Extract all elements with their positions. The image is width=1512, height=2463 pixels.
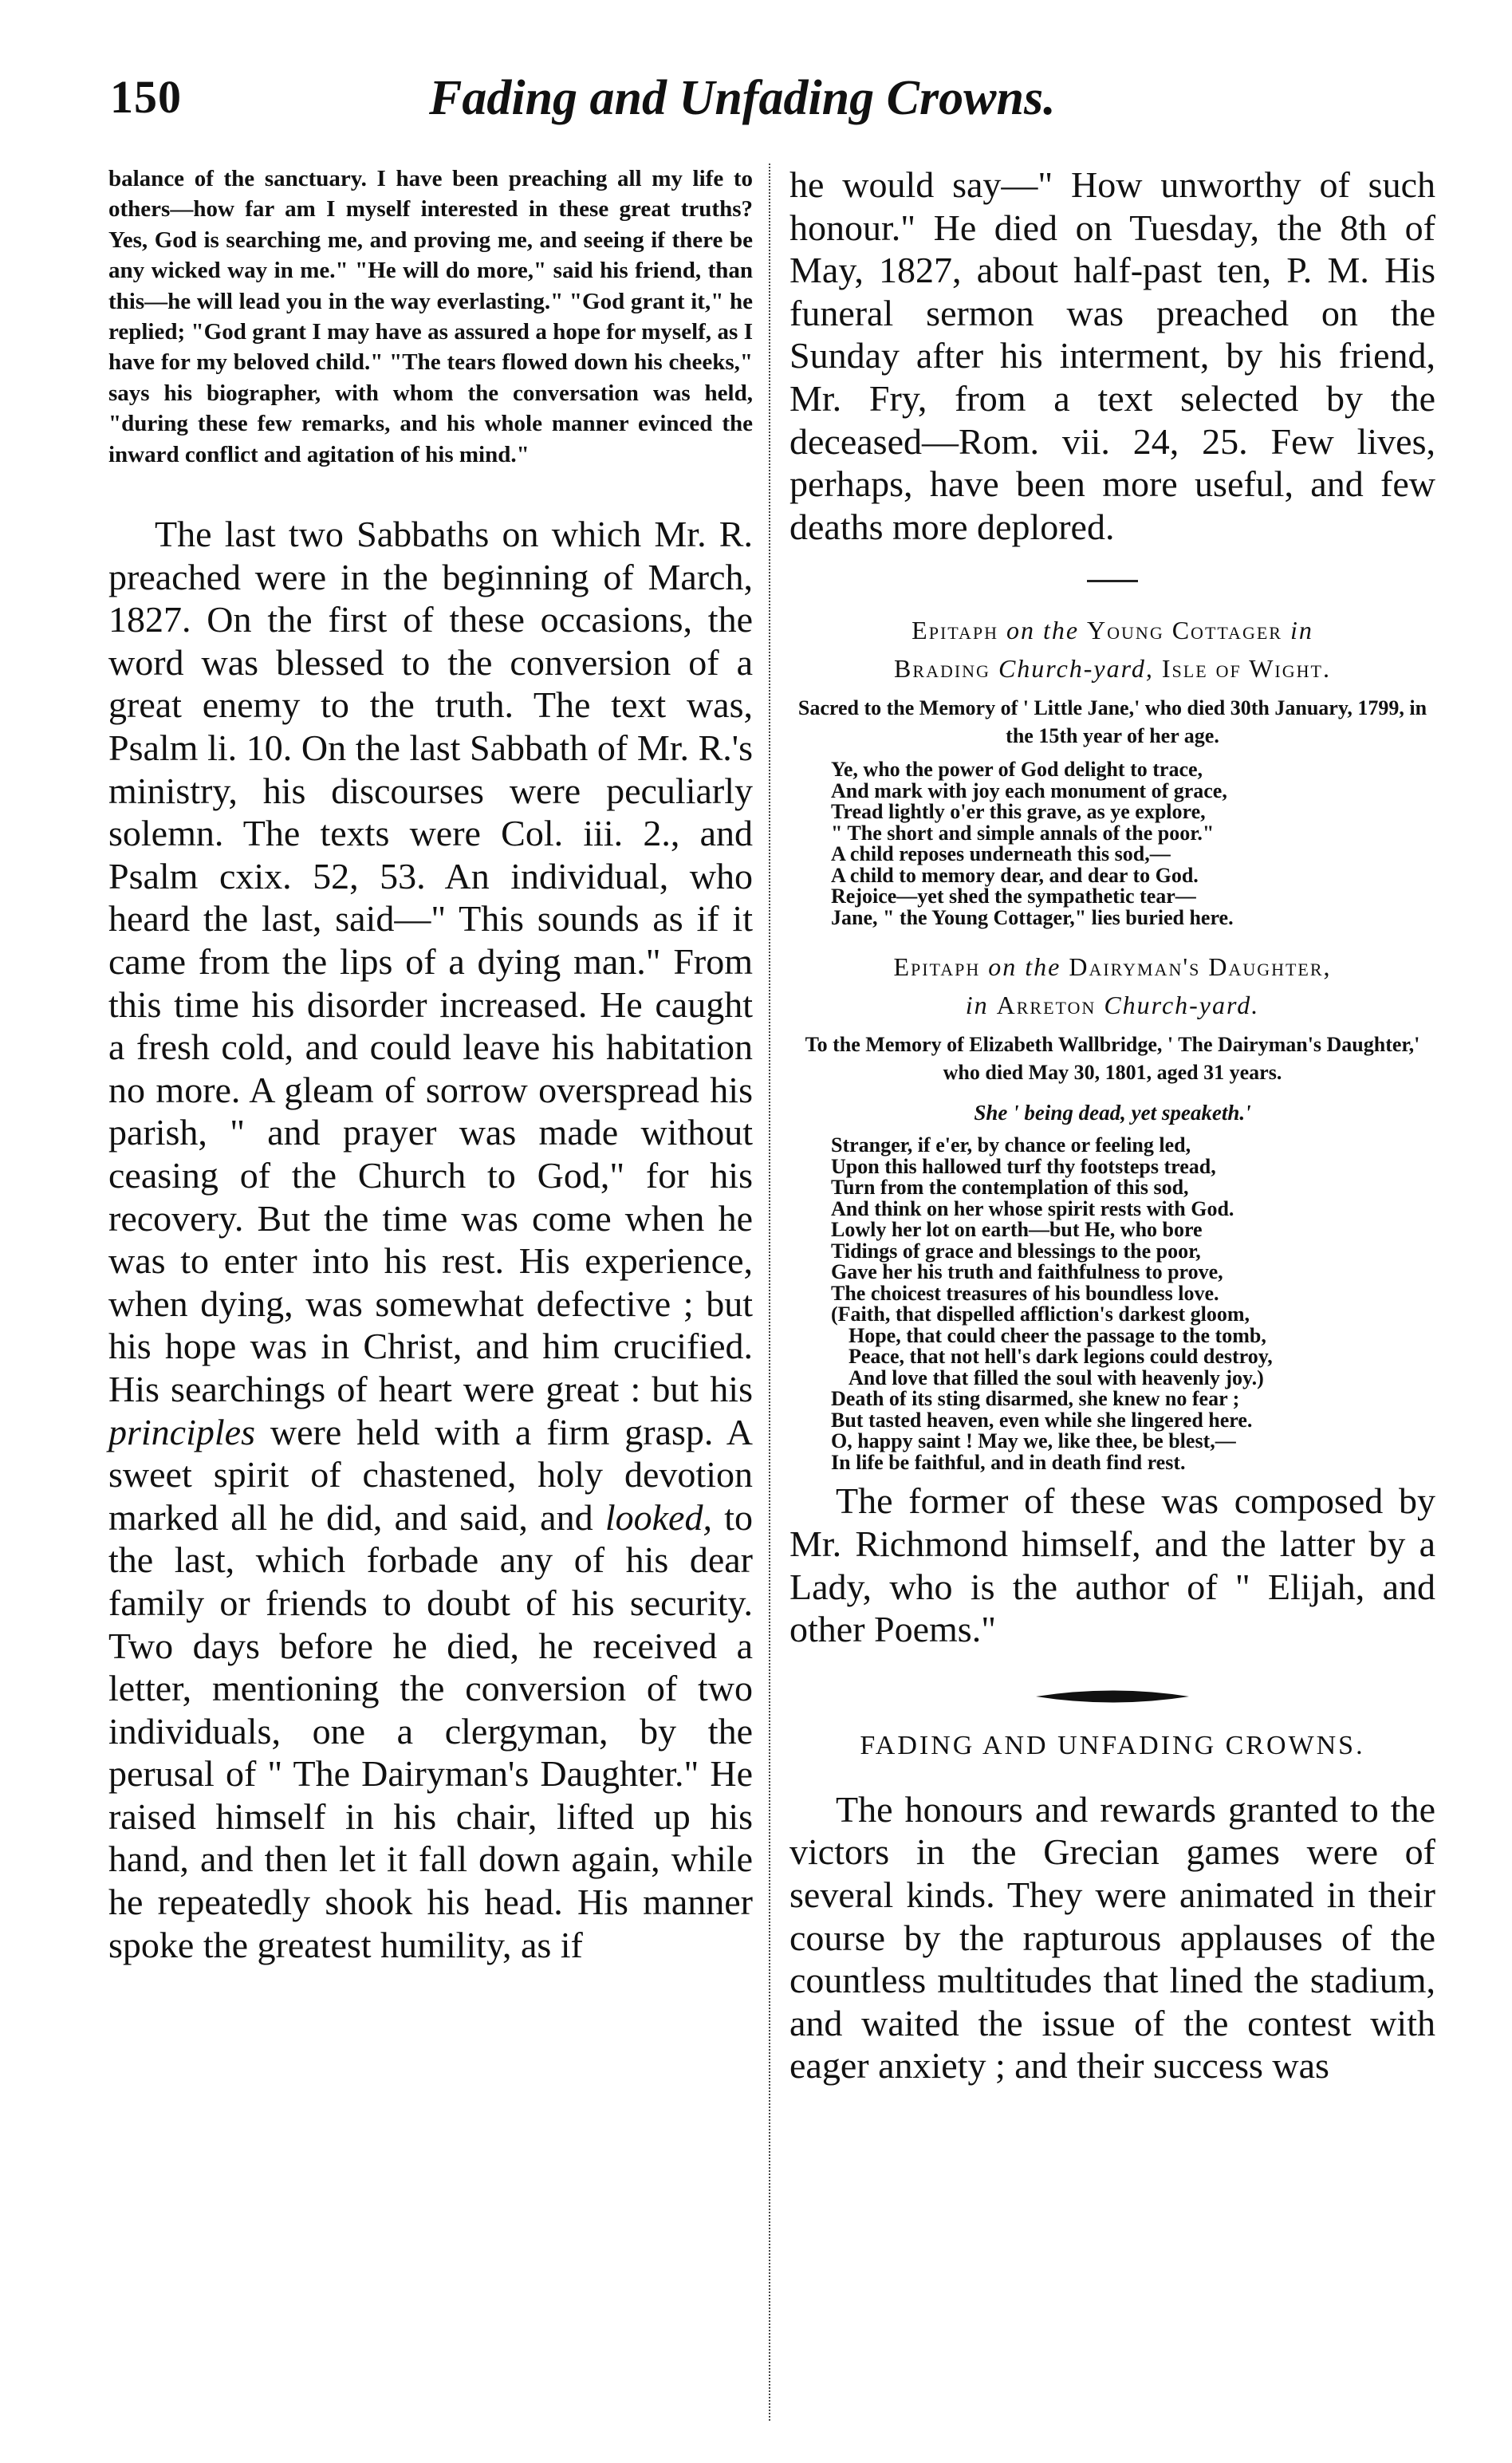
poem-line: " The short and simple annals of the poor." bbox=[831, 821, 1215, 845]
poem-line: In life be faithful, and in death find rest. bbox=[831, 1450, 1186, 1474]
epitaph-inscription: Sacred to the Memory of ' Little Jane,' who died 30th January, 1799, in the 15th year of her age. bbox=[797, 696, 1427, 748]
poem-line: O, happy saint ! May we, like thee, be blest,— bbox=[831, 1429, 1236, 1453]
poem-line: Tread lightly o'er this grave, as ye explore, bbox=[831, 800, 1206, 824]
right-column bbox=[789, 164, 1435, 2087]
column-divider bbox=[769, 164, 770, 2421]
poem-line: Hope, that could cheer the passage to the tomb, bbox=[849, 1323, 1266, 1347]
poem-line: The choicest treasures of his boundless love. bbox=[831, 1281, 1219, 1305]
heading-word: Epitaph bbox=[912, 616, 998, 645]
epitaph-poem bbox=[831, 759, 1435, 928]
poem-line: And think on her whose spirit rests with God. bbox=[831, 1196, 1234, 1220]
poem-line: Stranger, if e'er, by chance or feeling led, bbox=[831, 1133, 1191, 1157]
heading-word: in bbox=[1290, 616, 1313, 645]
emphasis-looked: looked, bbox=[604, 1496, 712, 1538]
poem-line: Death of its sting disarmed, she knew no fear ; bbox=[831, 1387, 1240, 1411]
poem-line: A child to memory dear, and dear to God. bbox=[831, 863, 1199, 887]
section-opening-paragraph: The honours and rewards granted to the victors in the Grecian games were of several kinds. They were animated in their course by the rapturous applauses of the countless multitudes that lined the stadium, and waited the issue of the contest with eager anxiety ; and their success was bbox=[789, 1788, 1435, 2087]
paragraph-text: to the last, which forbade any of his dear family or friends to doubt of his security. Two days before he died, he received a letter, mentioning the conversion of two individuals, one a clergyman, by the perusal of " The Dairyman's Daughter." He raised himself in his chair, lifted up his hand, and then let it fall down again, while he repeatedly shook his head. His manner spoke the greatest humility, as if bbox=[108, 1496, 754, 1965]
paragraph-text: were held with a firm grasp. A sweet spirit of chastened, holy devotion marked all he did, and said, and bbox=[108, 1411, 753, 1538]
epitaph-motto: She ' being dead, yet speaketh.' bbox=[974, 1101, 1251, 1125]
heading-word: on the bbox=[988, 952, 1061, 982]
heading-word: Church-yard. bbox=[1104, 991, 1260, 1020]
quoted-conversation-paragraph: balance of the sanctuary. I have been preaching all my life to others—how far am I myself interested in these great truths? Yes, God is searching me, and proving me, and seeing if there be any wicked way in me." "He will do more," said his friend, than this—he will lead you in the way everlasting." "God grant it," he replied; "God grant I may have as assured a hope for myself, as I have for my beloved child." "The tears flowed down his cheeks," says his biographer, with whom the conversation was held, "during these few remarks, and his whole manner evinced the inward conflict and agitation of his mind." bbox=[108, 166, 753, 467]
poem-line: Rejoice—yet shed the sympathetic tear— bbox=[831, 885, 1196, 908]
left-column bbox=[108, 164, 753, 1966]
heading-word: Epitaph bbox=[893, 952, 981, 982]
poem-line: A child reposes underneath this sod,— bbox=[831, 842, 1171, 866]
poem-line: Upon this hallowed turf thy footsteps tread, bbox=[831, 1154, 1216, 1178]
continued-paragraph: he would say—" How unworthy of such honour." He died on Tuesday, the 8th of May, 1827, about half-past ten, P. M. His funeral sermon was preached on the Sunday after his interment, by his friend, Mr. Fry, from a text selected by the deceased—Rom. vii. 24, 25. Few lives, perhaps, have been more useful, and few deaths more deplored. bbox=[789, 164, 1435, 547]
poem-line: Lowly her lot on earth—but He, who bore bbox=[831, 1218, 1203, 1242]
poem-line: Turn from the contemplation of this sod, bbox=[831, 1176, 1189, 1200]
page-header bbox=[110, 70, 1163, 134]
heading-word: on the bbox=[1006, 616, 1080, 645]
heading-word: Brading bbox=[894, 654, 990, 684]
section-title: FADING AND UNFADING CROWNS. bbox=[860, 1730, 1365, 1760]
emphasis-principles: principles bbox=[108, 1411, 255, 1452]
authorship-paragraph: The former of these was composed by Mr. Richmond himself, and the latter by a Lady, who is the author of " Elijah, and other Poems." bbox=[789, 1480, 1435, 1650]
epitaph-inscription: To the Memory of Elizabeth Wallbridge, ' The Dairyman's Daughter,' who died May 30, 1801, aged 31 years. bbox=[805, 1033, 1420, 1085]
poem-line: Jane, " the Young Cottager," lies buried here. bbox=[831, 905, 1234, 929]
page-number: 150 bbox=[110, 71, 182, 123]
heading-word: Young Cottager bbox=[1087, 616, 1282, 645]
ornamental-divider bbox=[1033, 1686, 1192, 1707]
heading-word: Isle of Wight. bbox=[1161, 654, 1331, 684]
short-rule bbox=[1087, 580, 1138, 582]
poem-line: And mark with joy each monument of grace, bbox=[831, 778, 1227, 802]
epitaph-heading bbox=[789, 948, 1435, 1024]
poem-line: Ye, who the power of God delight to trace, bbox=[831, 758, 1203, 782]
poem-line: Peace, that not hell's dark legions could destroy, bbox=[849, 1345, 1273, 1369]
last-sabbaths-paragraph bbox=[108, 513, 753, 1966]
poem-line: But tasted heaven, even while she lingered here. bbox=[831, 1408, 1253, 1432]
poem-line: And love that filled the soul with heavenly joy.) bbox=[849, 1365, 1264, 1389]
heading-word: Dairyman's Daughter, bbox=[1069, 952, 1332, 982]
heading-word: in bbox=[965, 991, 989, 1020]
paragraph-text: The last two Sabbaths on which Mr. R. preached were in the beginning of March, 1827. On the first of these occasions, the word was blessed to the conversion of a great enemy to the truth. The text was, Psalm li. 10. On the last Sabbath of Mr. R.'s ministry, his discourses were peculiarly solemn. The texts were Col. iii. 2., and Psalm cxix. 52, 53. An individual, who heard the last, said—" This sounds as if it came from the lips of a dying man." From this time his disorder increased. He caught a fresh cold, and could leave his habitation no more. A gleam of sorrow overspread his parish, " and prayer was made without ceasing of the Church to God," for his recovery. But the time was come when he was to enter into his rest. His experience, when dying, was somewhat defective ; but his hope was in Christ, and him crucified. His searchings of heart were great : but his bbox=[108, 514, 753, 1409]
heading-word: Arreton bbox=[996, 991, 1097, 1020]
poem-line: Tidings of grace and blessings to the poor, bbox=[831, 1239, 1201, 1263]
poem-line: Gave her his truth and faithfulness to prove, bbox=[831, 1260, 1223, 1284]
heading-word: Church-yard, bbox=[998, 654, 1154, 684]
poem-line: (Faith, that dispelled affliction's darkest gloom, bbox=[831, 1302, 1250, 1326]
epitaph-poem bbox=[831, 1135, 1435, 1473]
running-title: Fading and Unfading Crowns. bbox=[429, 71, 1056, 125]
epitaph-heading bbox=[789, 611, 1435, 688]
